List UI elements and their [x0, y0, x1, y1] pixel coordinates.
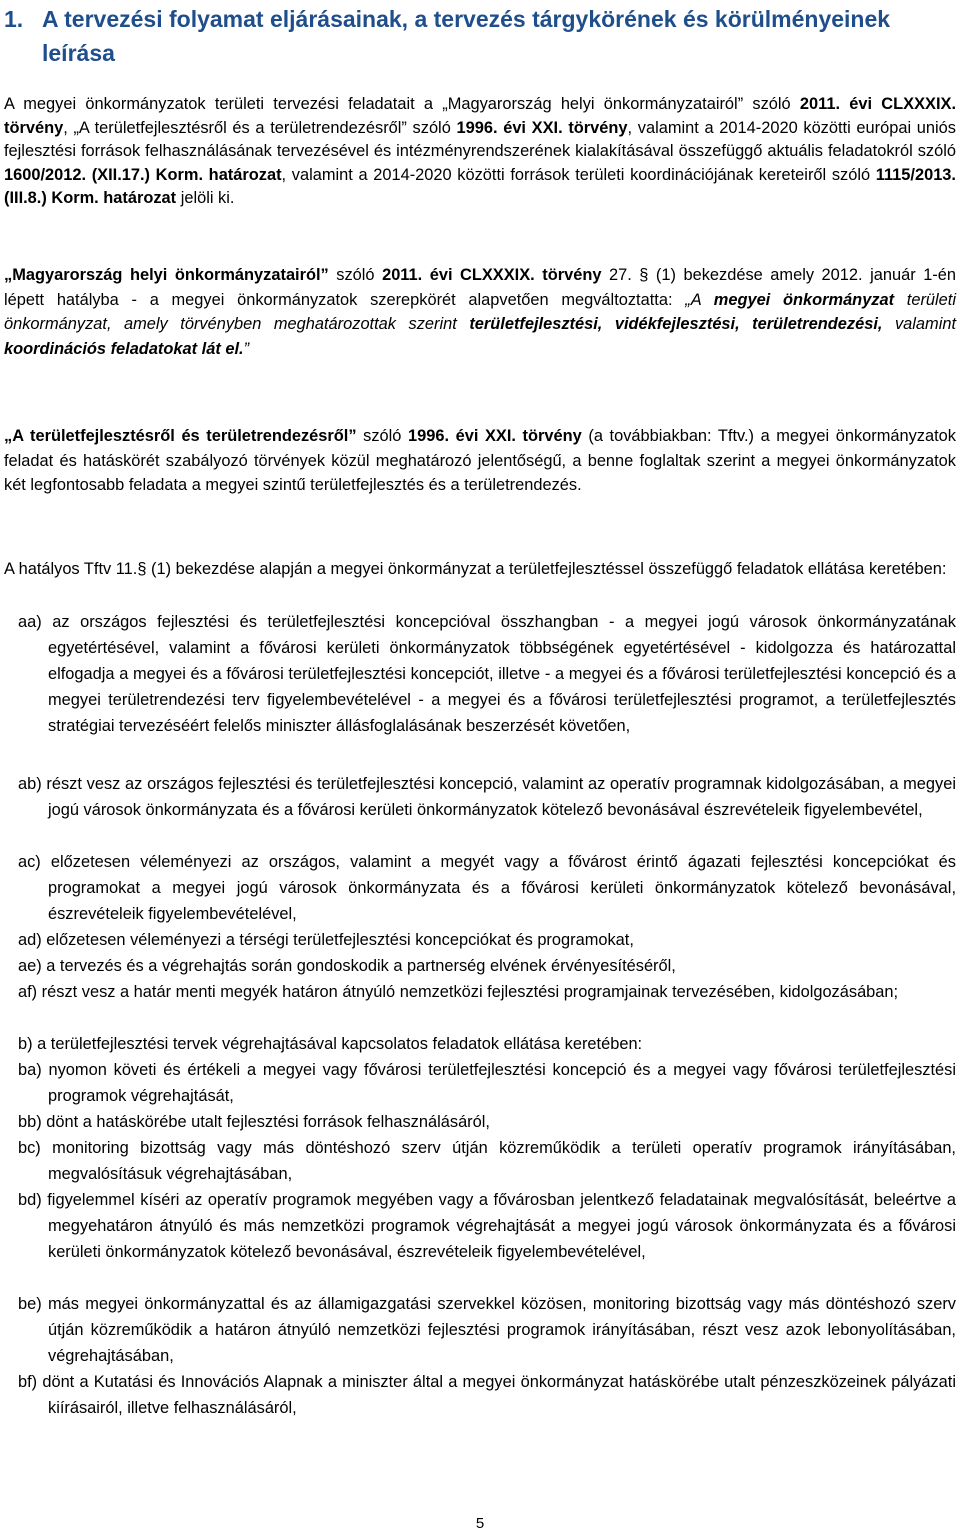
p2-quote-text: területi önkormányzat, amely törvényben meghatározottak szerint — [4, 290, 956, 333]
p1-resolution-1115: 1115/2013. (III.8.) Korm. határozat — [4, 165, 956, 207]
section-title-line1: A tervezési folyamat eljárásainak, a tervezés tárgykörének és körülményeinek — [42, 6, 891, 32]
p3-act-title: „A területfejlesztésről és területrendezésről” — [4, 427, 357, 445]
p1-text-e: , valamint a 2014-2020 közötti európai uniós fejlesztési források felhasználásának tervezésével és intézményrendszerének kialakításával összefüggő aktuális feladatokról szóló — [4, 118, 956, 160]
list-item-aa: aa) az országos fejlesztési és területfejlesztési koncepcióval összhangban - a megyei jogú városok önkormányzatának egyetértésével, valamint a fővárosi kerületi önkormányzatok többségének egyetértésével - kidolgozza és határozattal elfogadja a megyei és a fővárosi területfejlesztési koncepciót, illetve - a megyei és a fővárosi területfejlesztési koncepció és a megyei területrendezési terv figyelembevételével - a megyei és a fővárosi területfejlesztési programot, a területfejlesztés stratégiai tervezéséért felelős miniszter állásfoglalásának beszerzését követően, — [18, 613, 956, 736]
p2-text-b: szóló — [328, 266, 383, 284]
list-item-b: b) a területfejlesztési tervek végrehajtásával kapcsolatos feladatok ellátása keretében: — [18, 1035, 643, 1053]
p1-resolution-1600: 1600/2012. (XII.17.) Korm. határozat — [4, 165, 282, 184]
list-item-af: af) részt vesz a határ menti megyék határon átnyúló nemzetközi fejlesztési programjainak tervezésében, kidolgozásában; — [18, 983, 899, 1001]
list-item-ae: ae) a tervezés és a végrehajtás során gondoskodik a partnerség elvének érvényesítéséről, — [18, 957, 676, 975]
list-item-ad: ad) előzetesen véleményezi a térségi területfejlesztési koncepciókat és programokat, — [18, 931, 634, 949]
p3-text-d: (a továbbiakban: Tftv.) a megyei önkormányzatok feladat és hatáskörét szabályozó törvények közül meghatározó jelentőségű, a benne foglaltak szerint a megyei önkormányzatok két legfontosabb feladata a megyei szintű területfejlesztés és a területrendezés. — [4, 427, 956, 494]
section-heading — [4, 2, 956, 70]
p2-coordination: koordinációs feladatokat lát el. — [4, 339, 244, 358]
p3-text-b: szóló — [356, 427, 409, 445]
p1-law-1996: 1996. évi XXI. törvény — [456, 118, 628, 137]
p2-act-title: „Magyarország helyi önkormányzatairól” — [4, 266, 329, 284]
list-item-ba: ba) nyomon követi és értékeli a megyei vagy fővárosi területfejlesztési koncepció és a megyei vagy fővárosi területfejlesztési programok végrehajtását, — [18, 1061, 956, 1106]
p1-text-g: , valamint a 2014-2020 közötti források területi koordinációjának kereteiről szóló — [281, 165, 876, 184]
p2-duties: területfejlesztési, vidékfejlesztési, területrendezési, — [469, 315, 883, 333]
list-item-bd: bd) figyelemmel kíséri az operatív programok megyében vagy a fővárosban jelentkező feladatainak megvalósítását, beleértve a megyehatáron átnyúló és más nemzetközi programok végrehajtását a megyei jogú városok önkormányzata és a fővárosi kerületi önkormányzatok kötelező bevonásával, észrevételeik figyelembevételével, — [18, 1191, 956, 1262]
p1-law-2011: 2011. évi CLXXXIX. törvény — [4, 95, 956, 137]
list-item-bc: bc) monitoring bizottság vagy más döntéshozó szerv útján közreműködik a területi operatív programok irányításában, megvalósításuk végrehajtásában, — [18, 1139, 956, 1184]
p3-law-1996: 1996. évi XXI. törvény — [408, 427, 582, 445]
list-item-bb: bb) dönt a hatáskörébe utalt fejlesztési források felhasználásáról, — [18, 1113, 490, 1131]
p2-law-2011: 2011. évi CLXXXIX. törvény — [382, 266, 602, 284]
p2-text-d: 27. § (1) bekezdése amely 2012. január 1-én lépett hatályba - a megyei önkormányzatok szerepkörét alapvetően megváltoztatta: — [4, 266, 956, 309]
p2-quote-close: ” — [243, 339, 250, 358]
p2-quote-open: „A — [685, 290, 714, 309]
p1-text-a: A megyei önkormányzatok területi tervezési feladatait a „Magyarország helyi önkormányzatairól” szóló — [4, 95, 800, 113]
section-number: 1. — [4, 6, 24, 32]
p1-text-i: jelöli ki. — [176, 189, 235, 207]
section-title-line2: leírása — [42, 40, 115, 66]
page-number: 5 — [475, 1515, 485, 1532]
paragraph-intro — [4, 93, 956, 211]
list-item-be: be) más megyei önkormányzattal és az államigazgatási szervekkel közösen, monitoring bizottság vagy más döntéshozó szerv útján közreműködik a határon átnyúló nemzetközi fejlesztési programok irányításában, részt vesz azok lebonyolításában, végrehajtásában, — [18, 1295, 956, 1366]
list-item-bf: bf) dönt a Kutatási és Innovációs Alapnak a miniszter által a megyei önkormányzat hatáskörébe utalt pénzeszközeinek pályázati kiírásairól, illetve felhasználásáról, — [18, 1373, 956, 1418]
paragraph-tftv-11: A hatályos Tftv 11.§ (1) bekezdése alapján a megyei önkormányzat a területfejlesztéssel összefüggő feladatok ellátása keretében: — [4, 560, 947, 578]
p2-valamint: valamint — [882, 315, 957, 333]
list-item-ac: ac) előzetesen véleményezi az országos, valamint a megyét vagy a fővárost érintő ágazati fejlesztési koncepciókat és programokat a megyei jogú városok önkormányzata és a fővárosi kerületi önkormányzatok kötelező bevonásával, észrevételeik figyelembevételével, — [18, 853, 956, 924]
paragraph-tftv — [4, 424, 956, 498]
paragraph-local-gov-act — [4, 263, 956, 361]
p1-text-c: , „A területfejlesztésről és a területrendezésről” szóló — [63, 118, 457, 137]
p2-county-gov: megyei önkormányzat — [713, 290, 895, 309]
list-item-ab: ab) részt vesz az országos fejlesztési és területfejlesztési koncepció, valamint az operatív programnak kidolgozásában, a megyei jogú városok önkormányzata és a fővárosi kerületi önkormányzatok kötelező bevonásával észrevételeik figyelembevétel, — [18, 775, 956, 820]
